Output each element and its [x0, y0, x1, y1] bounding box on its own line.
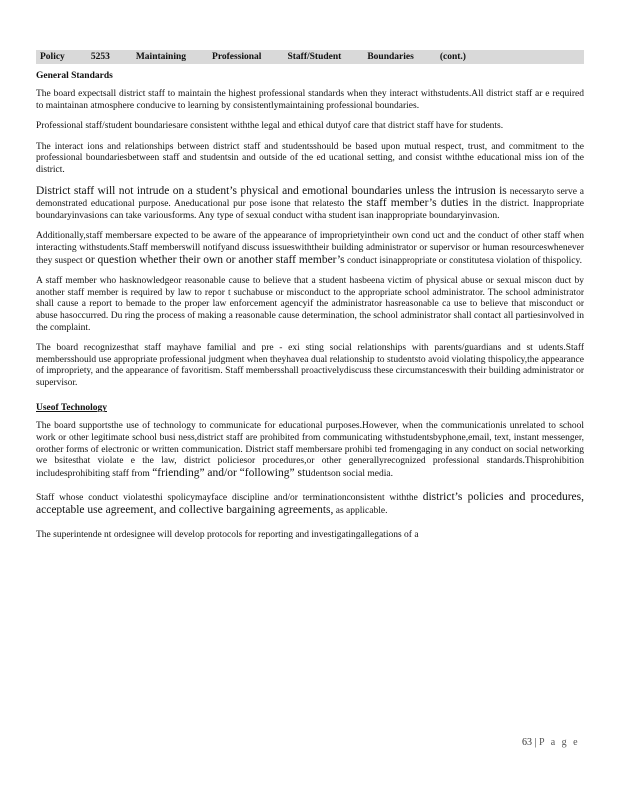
paragraph: The superintende nt ordesignee will develop protocols for reporting and investigatingallegations of a — [36, 529, 419, 540]
policy-number: 5253 — [90, 52, 110, 62]
policy-title-word: Staff/Student — [287, 52, 342, 62]
paragraph — [36, 231, 584, 267]
paragraph — [36, 186, 584, 223]
large-text-run: district’s policies and procedures, acceptable use agreement, and collective bargaining agreements, — [36, 491, 585, 517]
text-run: Staff whose conduct violatesthi spolicymayface discipline and/or terminationconsistent withthe — [36, 493, 418, 504]
section-heading-use-of-technology: Useof Technology — [36, 403, 107, 414]
document-page — [36, 50, 584, 550]
paragraph: The board expectsall district staff to maintain the highest professional standards when they interact withstudents.All district staff ar e required to maintainan atmosphere conducive to learning by consistentlymaintaining professional boundaries. — [36, 89, 584, 111]
text-run: dentson social media. — [310, 468, 393, 479]
paragraph — [36, 421, 584, 480]
large-text-run: District staff will not intrude on a student’s physical and emotional boundaries unless the intrusion is — [36, 184, 507, 197]
page-footer — [522, 737, 580, 748]
policy-title-word: (cont.) — [439, 52, 466, 62]
text-run: conduct isinappropriate or constitutesa violation of thispolicy. — [346, 255, 582, 266]
text-run: the district. Inappropriate boundaryinvasions can take variousforms. Any type of sexual conduct witha student isan inappropriate boundaryinvasion. — [36, 199, 585, 221]
text-run: The board supportsthe use of technology to communicate for educational purposes.However, when the communicationis unrelated to school work or other legitimate school busi ness,district staff are prohibited from communicating withstudentsbyphone,email, text, instant messenger, orother forms of electronic or written communication. District staff membersare prohibi ted fromengaging in any conduct on social networking we bsitesthat violate e the law, district policiesor procedures,or other generallyrecognized professional standards.Thisprohibition includesprohibiting staff from — [36, 421, 584, 479]
policy-label: Policy — [40, 52, 65, 62]
policy-title-word: Boundaries — [367, 52, 414, 62]
paragraph: The interact ions and relationships between district staff and studentsshould be based upon mutual respect, trust, and commitment to the professional boundariesbetween staff and studentsin and outside of the ed ucational setting, and consist withthe educational miss ion of the district. — [36, 141, 584, 175]
page-number: 63 — [522, 737, 532, 748]
large-text-run: or question whether their own or another staff member’s — [85, 253, 345, 266]
paragraph: The board recognizesthat staff mayhave familial and pre - exi sting social relationships with parents/guardians and st udents.Staff membersshould use appropriate professional judgment when theyhavea dual relationship to studentsto avoid violating thispolicy,the appearance of impropriety, and the appearance of favoritism. Staff membersshall proactivelydiscuss these circumstanceswith their building administrator or supervisor. — [36, 343, 584, 388]
policy-header-bar — [36, 50, 584, 64]
large-text-run: “friending” and/or “following” stu — [152, 466, 311, 479]
policy-title-word: Maintaining — [135, 52, 186, 62]
text-run: necessaryto serve a demonstrated educational purpose. Aneducational pur pose isone that relatesto — [36, 186, 585, 210]
section-heading-general-standards: General Standards — [36, 71, 113, 81]
large-text-run: the staff member’s duties in — [348, 197, 482, 210]
paragraph: Professional staff/student boundariesare consistent withthe legal and ethical dutyof care that district staff have for students. — [36, 121, 504, 132]
text-run: Additionally,staff membersare expected to be aware of the appearance of improprietyintheir own cond uct and the conduct of other staff when interacting withstudents.Staff memberswill notifyand discuss issueswiththeir building administrator or supervisor or human resourceswhenever they suspect — [36, 231, 584, 266]
text-run: as applicable. — [335, 506, 388, 517]
policy-title-word: Professional — [212, 52, 262, 62]
paragraph — [36, 492, 584, 517]
page-label: P a g e — [539, 737, 580, 748]
footer-separator: | — [534, 737, 537, 748]
paragraph: A staff member who hasknowledgeor reasonable cause to believe that a student hasbeena victim of physical abuse or sexual miscon duct by another staff member is required by law to repor t suchabuse or misconduct to the appropriate school administrator. The school administrator shall cause a report to bemade to the proper law enforcement agencyif the administrator hasreasonable ca use to believe that misconduct or abuse hasoccurred. Du ring the process of making a reasonable cause determination, the school administrator shall contact all partiesinvolved in the complaint. — [36, 276, 584, 333]
